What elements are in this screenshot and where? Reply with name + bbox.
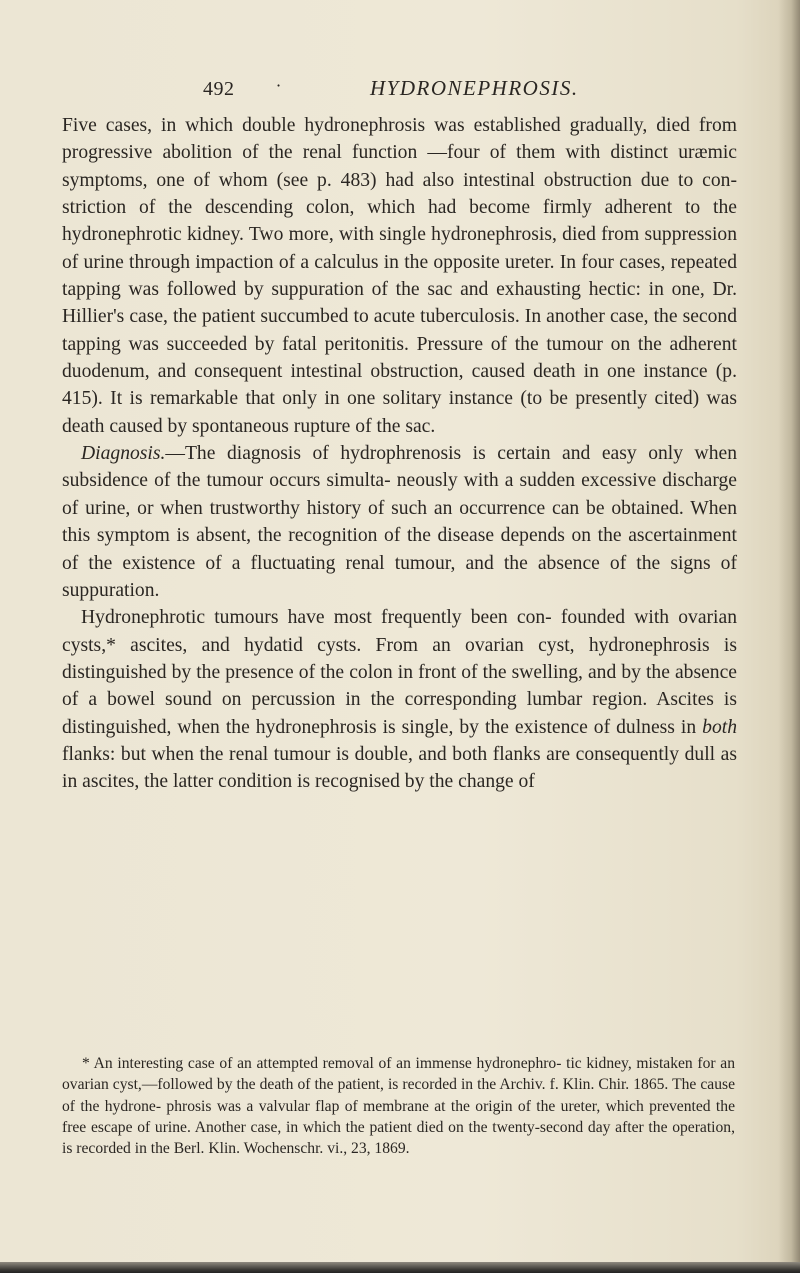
paragraph-diagnosis (62, 440, 737, 604)
paragraph-outcomes: Five cases, in which double hydronephrosis was established gradually, died from progressive abolition of the renal function —four of them with distinct uræmic symptoms, one of whom (see p. 483) had also intestinal obstruction due to con- striction of the descending colon, which had become firmly adherent to the hydronephrotic kidney. Two more, with single hydronephrosis, died from suppression of urine through impaction of a calculus in the opposite ureter. In four cases, repeated tapping was followed by suppuration of the sac and exhausting hectic: in one, Dr. Hillier's case, the patient succumbed to acute tuberculosis. In another case, the second tapping was succeeded by fatal peritonitis. Pressure of the tumour on the adherent duodenum, and consequent intestinal obstruction, caused death in one instance (p. 415). It is remarkable that only in one solitary instance (to be presently cited) was death caused by spontaneous rupture of the sac. (62, 115, 737, 437)
page-number: 492 (203, 78, 235, 100)
differential-text-part1: Hydronephrotic tumours have most frequently been con- founded with ovarian cysts,* ascites, and hydatid cysts. From an ovarian cyst, hydronephrosis is distinguished by the presence of the colon in front of the swelling, and by the absence of a bowel sound on percussion in the corresponding lumbar region. Ascites is distinguished, when the hydronephrosis is single, by the existence of dulness in (62, 607, 737, 738)
differential-text-part2: flanks: but when the renal tumour is double, and both flanks are consequently dull as in ascites, the latter condition is recognised by the change of (62, 743, 737, 793)
diagnosis-heading: Diagnosis. (81, 443, 166, 465)
paragraph-differential (62, 604, 737, 795)
running-head: HYDRONEPHROSIS. (370, 76, 579, 100)
footnote (62, 1053, 735, 1159)
diagnosis-text: —The diagnosis of hydrophrenosis is certain and easy only when subsidence of the tumour occurs simulta- neously with a sudden excessive discharge of urine, or when trustworthy history of such an occurrence can be obtained. When this symptom is absent, the recognition of the disease depends on the ascertainment of the existence of a fluctuating renal tumour, and the absence of the signs of suppuration. (62, 443, 737, 601)
page-header (203, 74, 763, 104)
bottom-edge (0, 1262, 800, 1273)
differential-emphasis: both (702, 716, 737, 738)
header-separator: · (276, 76, 282, 95)
footnote-text: * An interesting case of an attempted removal of an immense hydronephro- tic kidney, mistaken for an ovarian cyst,—followed by the death of the patient, is recorded in the Archiv. f. Klin. Chir. 1865. The cause of the hydrone- phrosis was a valvular flap of membrane at the origin of the ureter, which prevented the free escape of urine. Another case, in which the patient died on the twenty-second day after the operation, is recorded in the Berl. Klin. Wochenschr. vi., 23, 1869. (62, 1055, 735, 1158)
page-edge-shadow (778, 0, 800, 1273)
body-text (62, 112, 737, 796)
